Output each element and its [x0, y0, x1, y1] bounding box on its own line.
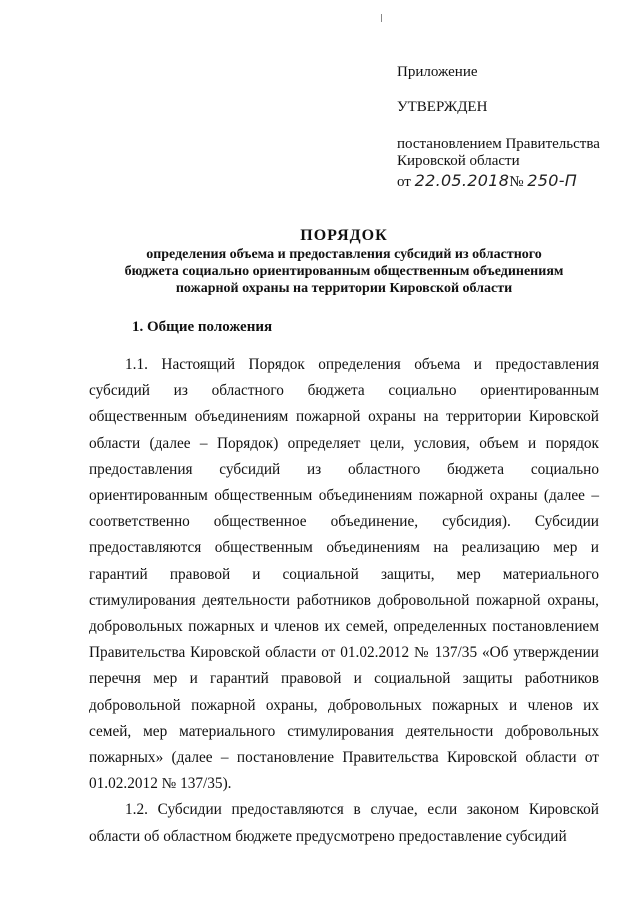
- handwritten-number: 250-П: [527, 171, 578, 190]
- document-body: [89, 352, 599, 850]
- document-title: ПОРЯДОК: [300, 227, 388, 244]
- number-prefix: №: [509, 174, 524, 190]
- document-subtitle-line-2: бюджета социально ориентированным общественным объединениям: [124, 264, 564, 279]
- scan-mark: [381, 14, 382, 22]
- paragraph-1-1: 1.1. Настоящий Порядок определения объема и предоставления субсидий из областного бюджета социально ориентированным общественным объединениям пожарной охраны на территории Кировской области (далее – Порядок) определяет цели, условия, объем и порядок предоставления субсидий из областного бюджета социально ориентированным общественным объединениям пожарной охраны (далее – соответственно общественное объединение, субсидия). Субсидии предоставляются общественным объединениям на реализацию мер и гарантий правовой и социальной защиты, мер материального стимулирования деятельности работников добровольной пожарной охраны, добровольных пожарных и членов их семей, определенных постановлением Правительства Кировской области от 01.02.2012 № 137/35 «Об утверждении перечня мер и гарантий правовой и социальной защиты работников добровольной пожарной охраны, добровольных пожарных и членов их семей, мер материального стимулирования деятельности добровольных пожарных» (далее – постановление Правительства Кировской области от 01.02.2012 № 137/35).: [89, 356, 599, 793]
- document-subtitle-line-3: пожарной охраны на территории Кировской области: [175, 281, 513, 296]
- document-title-block: [90, 226, 598, 297]
- section-heading: 1. Общие положения: [132, 319, 273, 335]
- handwritten-date: 22.05.2018: [414, 171, 510, 190]
- paragraph-1-2: 1.2. Субсидии предоставляются в случае, если законом Кировской области об областном бюджете предусмотрено предоставление субсидий: [89, 801, 599, 845]
- resolution-line-2: Кировской области: [397, 153, 520, 169]
- approved-label: УТВЕРЖДЕН: [397, 99, 488, 115]
- approval-stamp-block: [397, 64, 627, 191]
- appendix-label: Приложение: [397, 64, 478, 80]
- document-subtitle-line-1: определения объема и предоставления субсидий из областного: [146, 247, 542, 262]
- date-prefix: от: [397, 174, 411, 190]
- resolution-date-number: [397, 172, 627, 191]
- resolution-line-1: постановлением Правительства: [397, 136, 600, 152]
